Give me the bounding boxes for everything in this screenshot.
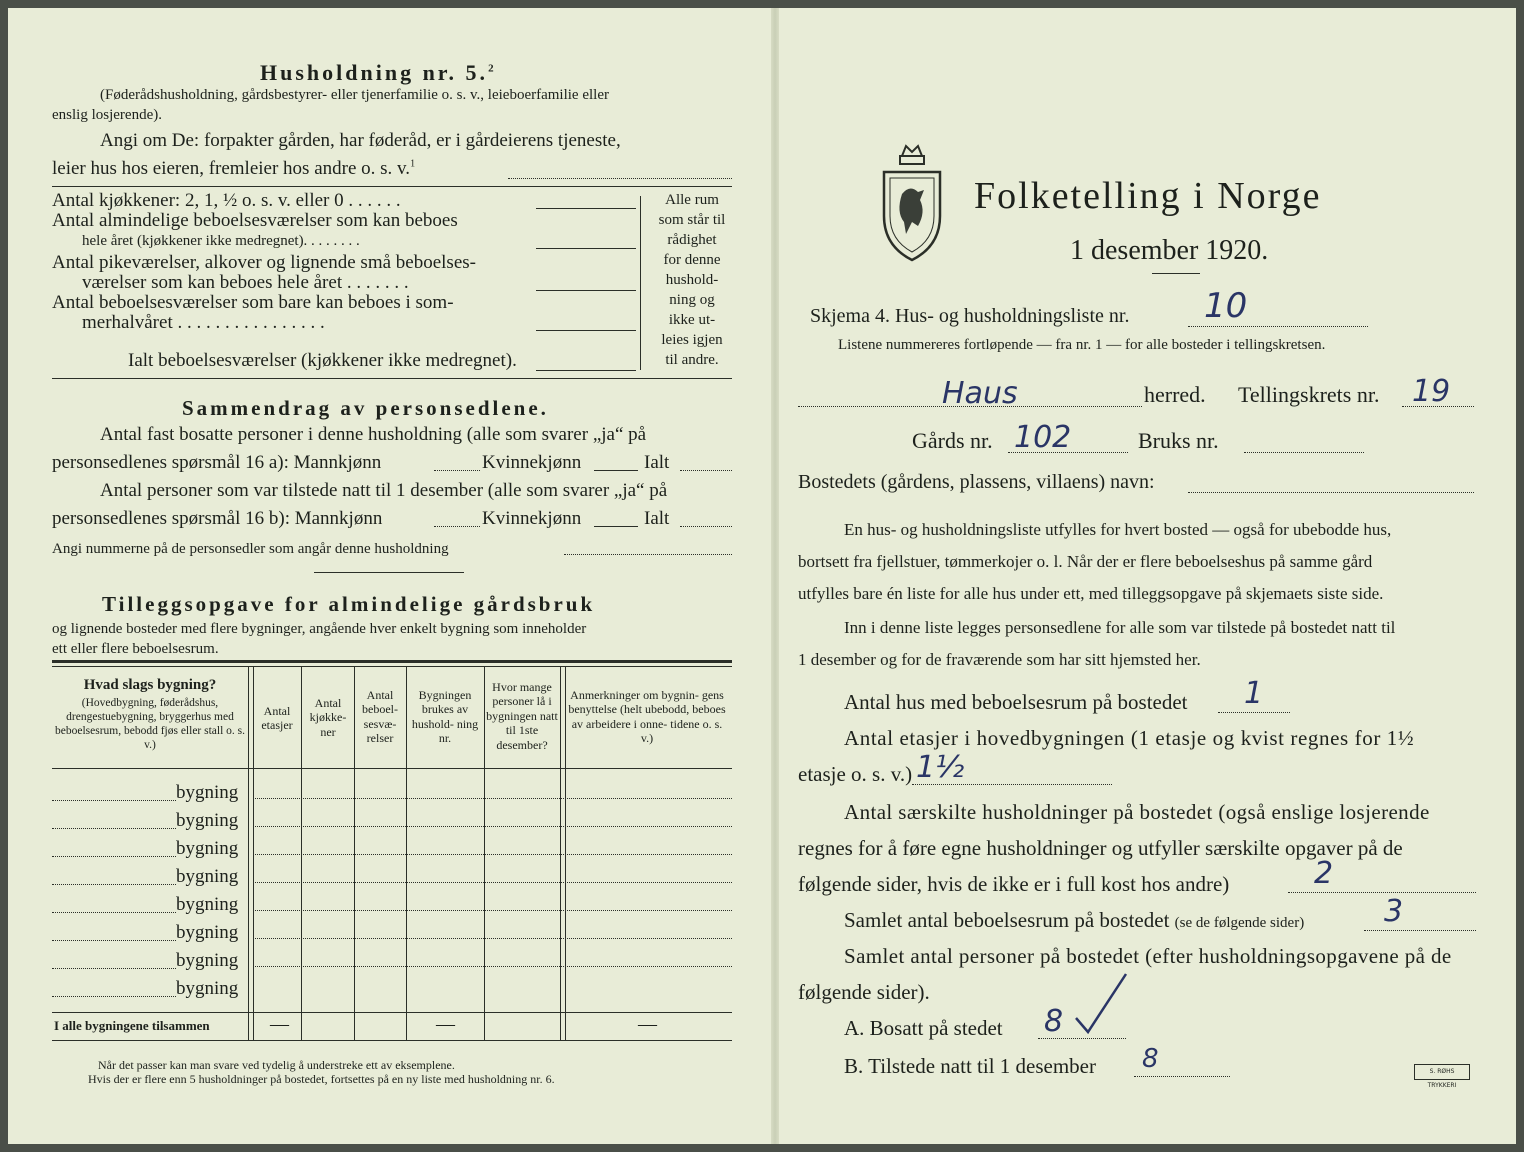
question-floors: Antal etasjer i hovedbygningen (1 etasje og kvist regnes for 1½ <box>844 726 1415 750</box>
dash: — <box>436 1014 455 1035</box>
gards-label: Gårds nr. <box>912 428 993 453</box>
krets-label: Tellingskrets nr. <box>1238 382 1380 407</box>
divider <box>52 378 732 379</box>
summary-line: Kvinnekjønn <box>482 452 582 473</box>
intro-line: (Føderådshusholdning, gårdsbestyrer- eller tjenerfamilie o. s. v., leieboerfamilie eller <box>100 87 609 103</box>
summary-line: Antal personer som var tilstede natt til 1 desember (alle som svarer „ja“ på <box>100 480 668 501</box>
herred-value: Haus <box>942 376 1018 411</box>
question-floors: etasje o. s. v.) <box>798 762 913 786</box>
answer-line <box>1188 326 1368 327</box>
answer-line <box>536 370 636 371</box>
summary-line: Ialt <box>644 508 670 529</box>
bosted-label: Bostedets (gårdens, plassens, villaens) navn: <box>798 471 1155 493</box>
answer-line <box>564 554 732 555</box>
answer-line <box>536 330 636 331</box>
answer-line <box>680 470 732 471</box>
summary-title: Sammendrag av personsedlene. <box>182 396 549 420</box>
col-header-type: Hvad slags bygning? <box>83 677 217 693</box>
col-header-remarks: Anmerkninger om bygnin- gens benyttelse (helt ubebodd, beboes av arbeidere i onne- tidene o. s. v.) <box>568 688 726 746</box>
rooms-line: Antal pikeværelser, alkover og lignende små beboelses- <box>52 252 476 273</box>
present-value: 8 <box>1142 1044 1159 1074</box>
summary-line: personsedlenes spørsmål 16 b): Mannkjønn <box>52 508 383 529</box>
answer-line <box>1008 452 1128 453</box>
instruction-line: utfylles bare én liste for alle hus under ett, med tilleggsopgave på skjemaets siste side. <box>798 584 1384 603</box>
summary-line: Ialt <box>644 452 670 473</box>
brace-line <box>640 196 641 370</box>
question-line: Angi om De: forpakter gården, har føderåd, er i gårdeierens tjeneste, <box>100 130 621 151</box>
answer-line <box>1188 492 1474 493</box>
rooms-line: merhalvåret . . . . . . . . . . . . . . . . <box>82 312 325 333</box>
schema-label: Skjema 4. Hus- og husholdningsliste nr. <box>810 305 1130 327</box>
schema-number: 10 <box>1204 286 1248 326</box>
extra-intro: ett eller flere beboelsesrum. <box>52 641 219 657</box>
summary-line: Kvinnekjønn <box>482 508 582 529</box>
present-label: B. Tilstede natt til 1 desember <box>844 1054 1096 1078</box>
col-header-rooms: Antal beboel- sesvæ- relser <box>362 688 398 746</box>
col-header-household: Bygningen brukes av hushold- ning nr. <box>411 688 479 746</box>
answer-line <box>798 406 1142 407</box>
question-rooms: Samlet antal beboelsesrum på bostedet (se de følgende sider) <box>844 908 1305 932</box>
resident-value: 8 <box>1044 1004 1064 1039</box>
answer-line <box>1218 712 1290 713</box>
rooms-line: Antal beboelsesværelser som bare kan beboes i som- <box>52 292 454 313</box>
answer-line <box>508 178 732 179</box>
col-header-persons: Hvor mange personer lå i bygningen natt til 1ste desember? <box>486 680 558 752</box>
divider <box>314 572 464 573</box>
question-households: regnes for å føre egne husholdninger og utfyller særskilte opgaver på de <box>798 836 1403 860</box>
question-persons: Samlet antal personer på bostedet (efter husholdningsopgavene på de <box>844 944 1452 968</box>
answer-line <box>912 784 1112 785</box>
dash: — <box>638 1014 657 1035</box>
total-row-label: I alle bygningene tilsammen <box>54 1018 210 1033</box>
rooms-line: Antal almindelige beboelsesværelser som kan beboes <box>52 210 458 231</box>
census-date: 1 desember 1920. <box>1070 235 1269 266</box>
printer-stamp: S. RØHS TRYKKERI <box>1414 1064 1470 1080</box>
question-households: Antal særskilte husholdninger på bostedet (også enslige losjerende <box>844 800 1430 824</box>
col-header-floors: Antal etasjer <box>261 704 293 733</box>
answer-households: 2 <box>1314 856 1334 891</box>
instruction-line: Inn i denne liste legges personsedlene for alle som var tilstede på bostedet natt til <box>844 618 1396 637</box>
question-line: leier hus hos eieren, fremleier hos andre o. s. v.$^1$ <box>52 158 416 179</box>
question-persons: følgende sider). <box>798 980 930 1004</box>
answer-houses: 1 <box>1244 676 1264 711</box>
answer-rooms: 3 <box>1384 894 1404 929</box>
answer-line <box>594 526 638 527</box>
gards-value: 102 <box>1014 420 1072 455</box>
rooms-line: hele året (kjøkkener ikke medregnet). . . . . . . . <box>82 233 360 249</box>
answer-line <box>536 248 636 249</box>
coat-of-arms-icon <box>880 142 944 264</box>
divider <box>52 186 732 187</box>
instruction-line: bortsett fra fjellstuer, tømmerkojer o. l. Når der er flere beboelseshus på samme gård <box>798 552 1373 571</box>
rooms-line: værelser som kan beboes hele året . . . . . . . <box>82 272 409 293</box>
answer-line <box>1364 930 1476 931</box>
census-sheet: Husholdning nr. 5.$^2$ (Føderådshusholdning, gårdsbestyrer- eller tjenerfamilie o. s. v., leieboerfamilie eller enslig losjerende). Angi om De: forpakter gården, har føderåd, er i gårdeierens tjeneste, leier hus hos eieren, fremleier hos andre o. s. v.$^1$ Antal kjøkkener: 2, 1, ½ o. s. v. eller 0 . . . . . . Antal almindelige beboelsesværelser som kan beboes hele året (kjøkkener ikke medregnet). . . . . . . . Antal pikeværelser, alkover og lignende små beboelses- værelser som kan beboes hele året . . . . . . . Antal beboelsesværelser som bare kan beboes i som- merhalvåret . . . . . . . . . . . . . . . . Ialt beboelsesværelser (kjøkkener ikke medregnet). Alle rum som står til rådighet for denne hushold- ning og ikke ut- leies igjen til andre. Sammendrag av personsedlene. Antal fast bosatte personer i denne husholdning (alle som svarer „ja“ på personsedlenes spørsmål 16 a): Mannkjønn Kvinnekjønn Ialt Antal personer som var tilstede natt til 1 desember (alle som svarer „ja“ på personsedlenes spørsmål 16 b): Mannkjønn Kvinnekjønn Ialt Angi nummerne på de personsedler som angår denne husholdning Tilleggsopgave for almindelige gårdsbruk og lignende bosteder med flere bygninger, angående hver enkelt bygning som inneholder ett eller flere beboelsesrum. Hvad slags bygning? (Hovedbygning, føderådshus, drengestuebygning, bryggerhus med beboelsesrum, bebodd fjøs eller stall o. s. v.) Antal etasjer Antal kjøkke- ner Antal beboel- sesvæ- relser Bygningen brukes av hushold- ning nr. Hvor mange personer lå i bygningen natt til 1ste desember? Anmerkninger om bygnin- gens benyttelse (helt ubebodd, beboes av arbeidere i onne- tidene o. s. v.) bygning bygning bygning bygning bygning bygning bygning bygning I alle bygningene tilsammen — — — Når det passer kan man svare ved tydelig å understreke ett av eksemplene. Hvis der er flere enn 5 husholdninger på bostedet, fortsettes på en ny liste med husholdning nr. 6. Folketelling i Norge 1 desember 1920. Skjema 4. Hus- og husholdningsliste nr. 10 Listene nummereres fortløpende — fra nr. 1 — for alle bosteder i tellingskretsen. Haus herred. Tellingskrets nr. 19 Gårds nr. 102 Bruks nr. Bostedets (gårdens, plassens, villaens) navn: En hus- og husholdningsliste utfylles for hvert bosted — også for ubebodde hus, bortsett fra fjellstuer, tømmerkojer o. l. Når der er flere beboelseshus på samme gård utfylles bare én liste for alle hus under ett, med tilleggsopgave på skjemaets siste side. Inn i denne liste legges personsedlene for alle som var tilstede på bostedet natt til 1 desember og for de fraværende som har sitt hjemsted her. Antal hus med beboelsesrum på bostedet 1 Antal etasjer i hovedbygningen (1 etasje og kvist regnes for 1½ etasje o. s. v.) 1½ Antal særskilte husholdninger på bostedet (også enslige losjerende regnes for å føre egne husholdninger og utfyller særskilte opgaver på de følgende sider, hvis de ikke er i full kost hos andre) 2 Samlet antal beboelsesrum på bostedet (se de følgende sider) 3 Samlet antal personer på bostedet (efter husholdningsopgavene på de følgende sider). A. Bosatt på stedet 8 B. Tilstede natt til 1 desember 8 S. RØHS TRYKKERI <box>8 8 1516 1144</box>
instruction-line: 1 desember og for de fraværende som har sitt hjemsted her. <box>798 650 1201 669</box>
answer-line <box>1402 406 1474 407</box>
summary-line: Angi nummerne på de personsedler som angår denne husholdning <box>52 541 449 557</box>
answer-floors: 1½ <box>916 750 965 785</box>
answer-line <box>536 290 636 291</box>
summary-line: personsedlenes spørsmål 16 a): Mannkjønn <box>52 452 382 473</box>
side-note: Alle rum som står til rådighet for denne hushold- ning og ikke ut- leies igjen til andre. <box>658 192 726 368</box>
col-header-kitchens: Antal kjøkke- ner <box>309 696 347 739</box>
bruks-label: Bruks nr. <box>1138 428 1219 453</box>
col-header-type-note: (Hovedbygning, føderådshus, drengestuebygning, bryggerhus med beboelsesrum, bebodd fjøs eller stall o. s. v.) <box>54 697 246 751</box>
rooms-total: Ialt beboelsesværelser (kjøkkener ikke medregnet). <box>128 350 517 371</box>
answer-line <box>1244 452 1364 453</box>
question-houses: Antal hus med beboelsesrum på bostedet <box>844 690 1188 714</box>
instruction-line: En hus- og husholdningsliste utfylles for hvert bosted — også for ubebodde hus, <box>844 520 1392 539</box>
intro-line: enslig losjerende). <box>52 107 162 123</box>
footnote: Hvis der er flere enn 5 husholdninger på bostedet, fortsettes på en ny liste med husholdning nr. 6. <box>88 1072 555 1086</box>
krets-value: 19 <box>1412 374 1451 409</box>
answer-line <box>434 526 480 527</box>
rooms-line: Antal kjøkkener: 2, 1, ½ o. s. v. eller 0 . . . . . . <box>52 190 401 211</box>
page-fold <box>771 8 779 1144</box>
extra-intro: og lignende bosteder med flere bygninger, angående hver enkelt bygning som inneholder <box>52 621 587 637</box>
answer-line <box>434 470 480 471</box>
check-mark-icon <box>1074 972 1130 1036</box>
household-title: Husholdning nr. 5.$^2$ <box>260 60 497 85</box>
answer-line <box>680 526 732 527</box>
footnote: Når det passer kan man svare ved tydelig å understreke ett av eksemplene. <box>98 1058 455 1072</box>
answer-line <box>594 470 638 471</box>
numbering-note: Listene nummereres fortløpende — fra nr. 1 — for alle bosteder i tellingskretsen. <box>838 337 1326 353</box>
herred-label: herred. <box>1144 382 1206 407</box>
census-title: Folketelling i Norge <box>974 175 1322 217</box>
question-households: følgende sider, hvis de ikke er i full kost hos andre) <box>798 872 1230 896</box>
resident-label: A. Bosatt på stedet <box>844 1016 1003 1040</box>
divider <box>1152 273 1200 274</box>
answer-line <box>1288 892 1476 893</box>
summary-line: Antal fast bosatte personer i denne husholdning (alle som svarer „ja“ på <box>100 424 647 445</box>
answer-line <box>536 208 636 209</box>
extra-title: Tilleggsopgave for almindelige gårdsbruk <box>102 592 596 616</box>
answer-line <box>1134 1076 1230 1077</box>
answer-line <box>1038 1038 1126 1039</box>
dash: — <box>270 1014 289 1035</box>
